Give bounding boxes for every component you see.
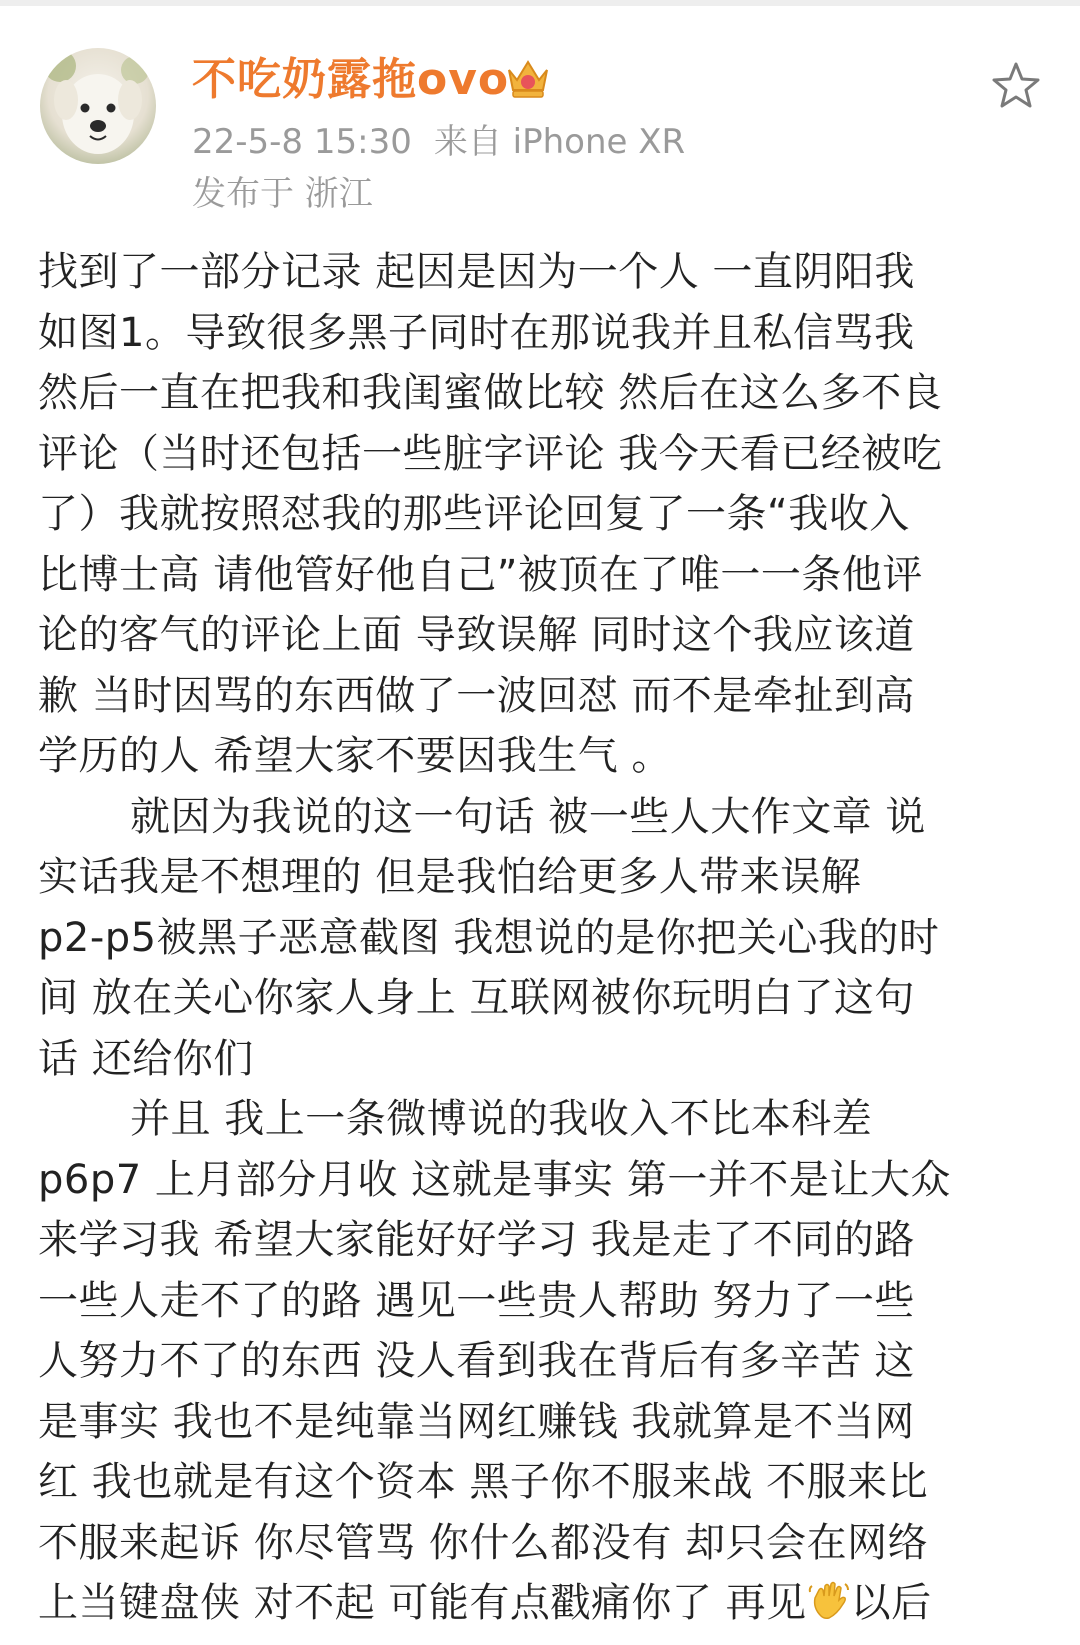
post-text-line: 并且 我上一条微博说的我收入不比本科差 — [130, 1096, 873, 1142]
post-text-line: 一些人走不了的路 遇见一些贵人帮助 努力了一些 — [38, 1277, 915, 1324]
post-text-line: 就因为我说的这一句话 被一些人大作文章 说 — [130, 793, 926, 840]
post-text-line: 了）我就按照怼我的那些评论回复了一条“我收入 — [38, 491, 910, 537]
post-text-line: p6p7 上月部分月收 这就是事实 第一并不是让大众 — [38, 1156, 951, 1203]
post-text-line: 人努力不了的东西 没人看到我在背后有多辛苦 这 — [38, 1338, 915, 1384]
vip-crown-icon — [505, 56, 551, 100]
post-text-segment: 上当键盘侠 对不起 可能有点戳痛你了 再见 — [38, 1580, 807, 1626]
post-text-line: 来学习我 希望大家能好好学习 我是走了不同的路 — [38, 1217, 915, 1263]
favorite-star-icon[interactable] — [988, 58, 1044, 114]
post-text-line: 比博士高 请他管好他自己”被顶在了唯一一条他评 — [38, 551, 923, 598]
post-header — [0, 0, 1080, 225]
post-text-line: 论的客气的评论上面 导致误解 同时这个我应该道 — [38, 612, 915, 658]
post-timestamp: 22-5-8 15:30 — [192, 122, 412, 162]
post-text-line: 话 还给你们 — [38, 1035, 254, 1082]
waving-hand-icon — [807, 1578, 851, 1622]
post-text-line: 红 我也就是有这个资本 黑子你不服来战 不服来比 — [38, 1459, 929, 1505]
avatar[interactable] — [40, 48, 156, 164]
post-text-line: 实话我是不想理的 但是我怕给更多人带来误解 — [38, 854, 862, 900]
post-location: 发布于 浙江 — [192, 174, 373, 214]
post-meta — [192, 118, 685, 166]
post-body — [38, 242, 1048, 1634]
author-name[interactable]: 不吃奶露拖ovo — [192, 54, 510, 105]
post-text-segment: 以后 — [850, 1580, 932, 1626]
post-text-line: 间 放在关心你家人身上 互联网被你玩明白了这句 — [38, 975, 915, 1021]
post-source: 来自 iPhone XR — [433, 122, 686, 162]
post-text-line: 不服来起诉 你尽管骂 你什么都没有 却只会在网络 — [38, 1519, 929, 1566]
post-text-line: p2-p5被黑子恶意截图 我想说的是你把关心我的时 — [38, 914, 940, 961]
post-text-line: 学历的人 希望大家不要因我生气 。 — [38, 733, 672, 779]
post-text-line: 评论（当时还包括一些脏字评论 我今天看已经被吃 — [38, 430, 943, 477]
post-text-line: 是事实 我也不是纯靠当网红赚钱 我就算是不当网 — [38, 1398, 915, 1445]
post-text-line: 然后一直在把我和我闺蜜做比较 然后在这么多不良 — [38, 370, 943, 416]
post-text-line: 找到了一部分记录 起因是因为一个人 一直阴阳我 — [38, 249, 915, 295]
post-text-line: 如图1。导致很多黑子同时在那说我并且私信骂我 — [38, 309, 915, 356]
post-text-line-last — [38, 1573, 1048, 1634]
post-text-line: 歉 当时因骂的东西做了一波回怼 而不是牵扯到高 — [38, 672, 915, 719]
